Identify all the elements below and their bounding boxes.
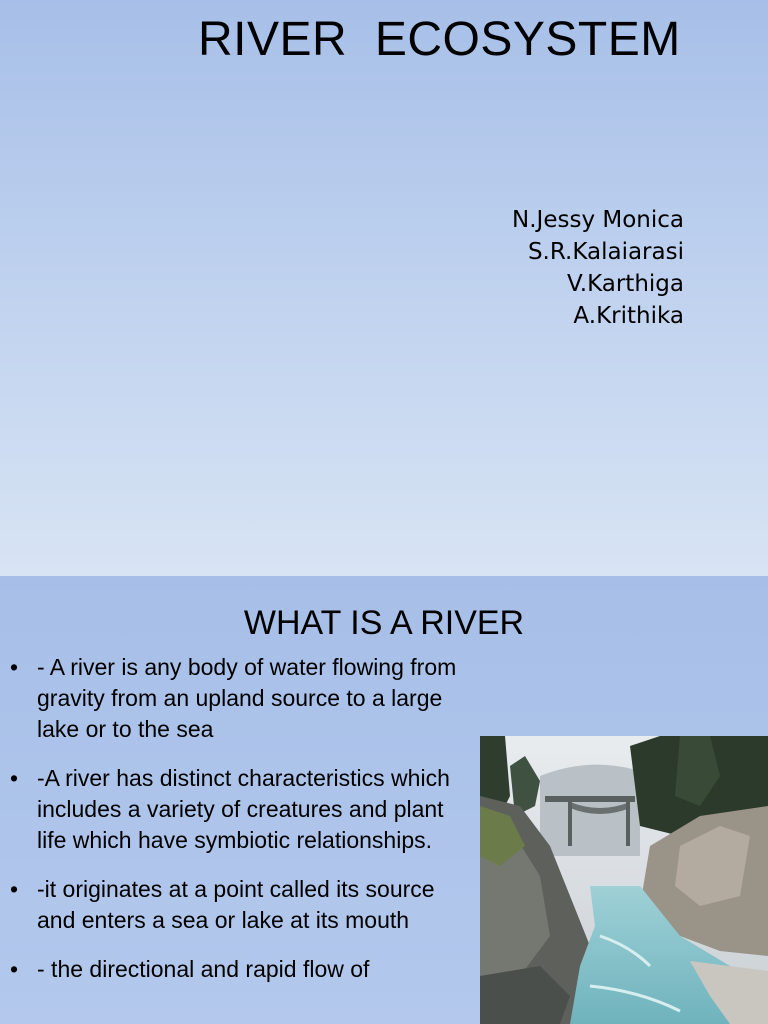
river-photo-illustration (480, 736, 768, 1024)
author-list (512, 204, 684, 332)
bullet-item (10, 954, 475, 985)
bullet-text: -A river has distinct characteristics which includes a variety of creatures and plant life which have symbiotic relationships. (37, 765, 450, 853)
author-name: N.Jessy Monica (512, 207, 684, 233)
bullet-marker: • (10, 956, 19, 982)
bullet-text: - A river is any body of water flowing from gravity from an upland source to a large lake or to the sea (37, 654, 457, 742)
content-slide (0, 576, 768, 1024)
bullet-text: - the directional and rapid flow of (37, 956, 370, 982)
bullet-marker: • (10, 765, 19, 791)
bridge-pillar (626, 802, 630, 846)
bullet-item (10, 652, 475, 745)
bullet-item (10, 874, 475, 936)
bullet-item (10, 763, 475, 856)
bullet-marker: • (10, 876, 19, 902)
bullet-list (10, 652, 475, 1003)
author-name: A.Krithika (573, 303, 684, 329)
river-gorge-photo (480, 736, 768, 1024)
author-name: S.R.Kalaiarasi (527, 239, 684, 265)
slide-heading: WHAT IS A RIVER (243, 604, 525, 642)
bullet-text: -it originates at a point called its source and enters a sea or lake at its mouth (37, 876, 435, 933)
slide-title: RIVER ECOSYSTEM (198, 13, 681, 66)
author-name: V.Karthiga (567, 271, 684, 297)
bullet-marker: • (10, 654, 19, 680)
bridge-pillar (568, 802, 572, 846)
bridge-deck (545, 796, 635, 802)
